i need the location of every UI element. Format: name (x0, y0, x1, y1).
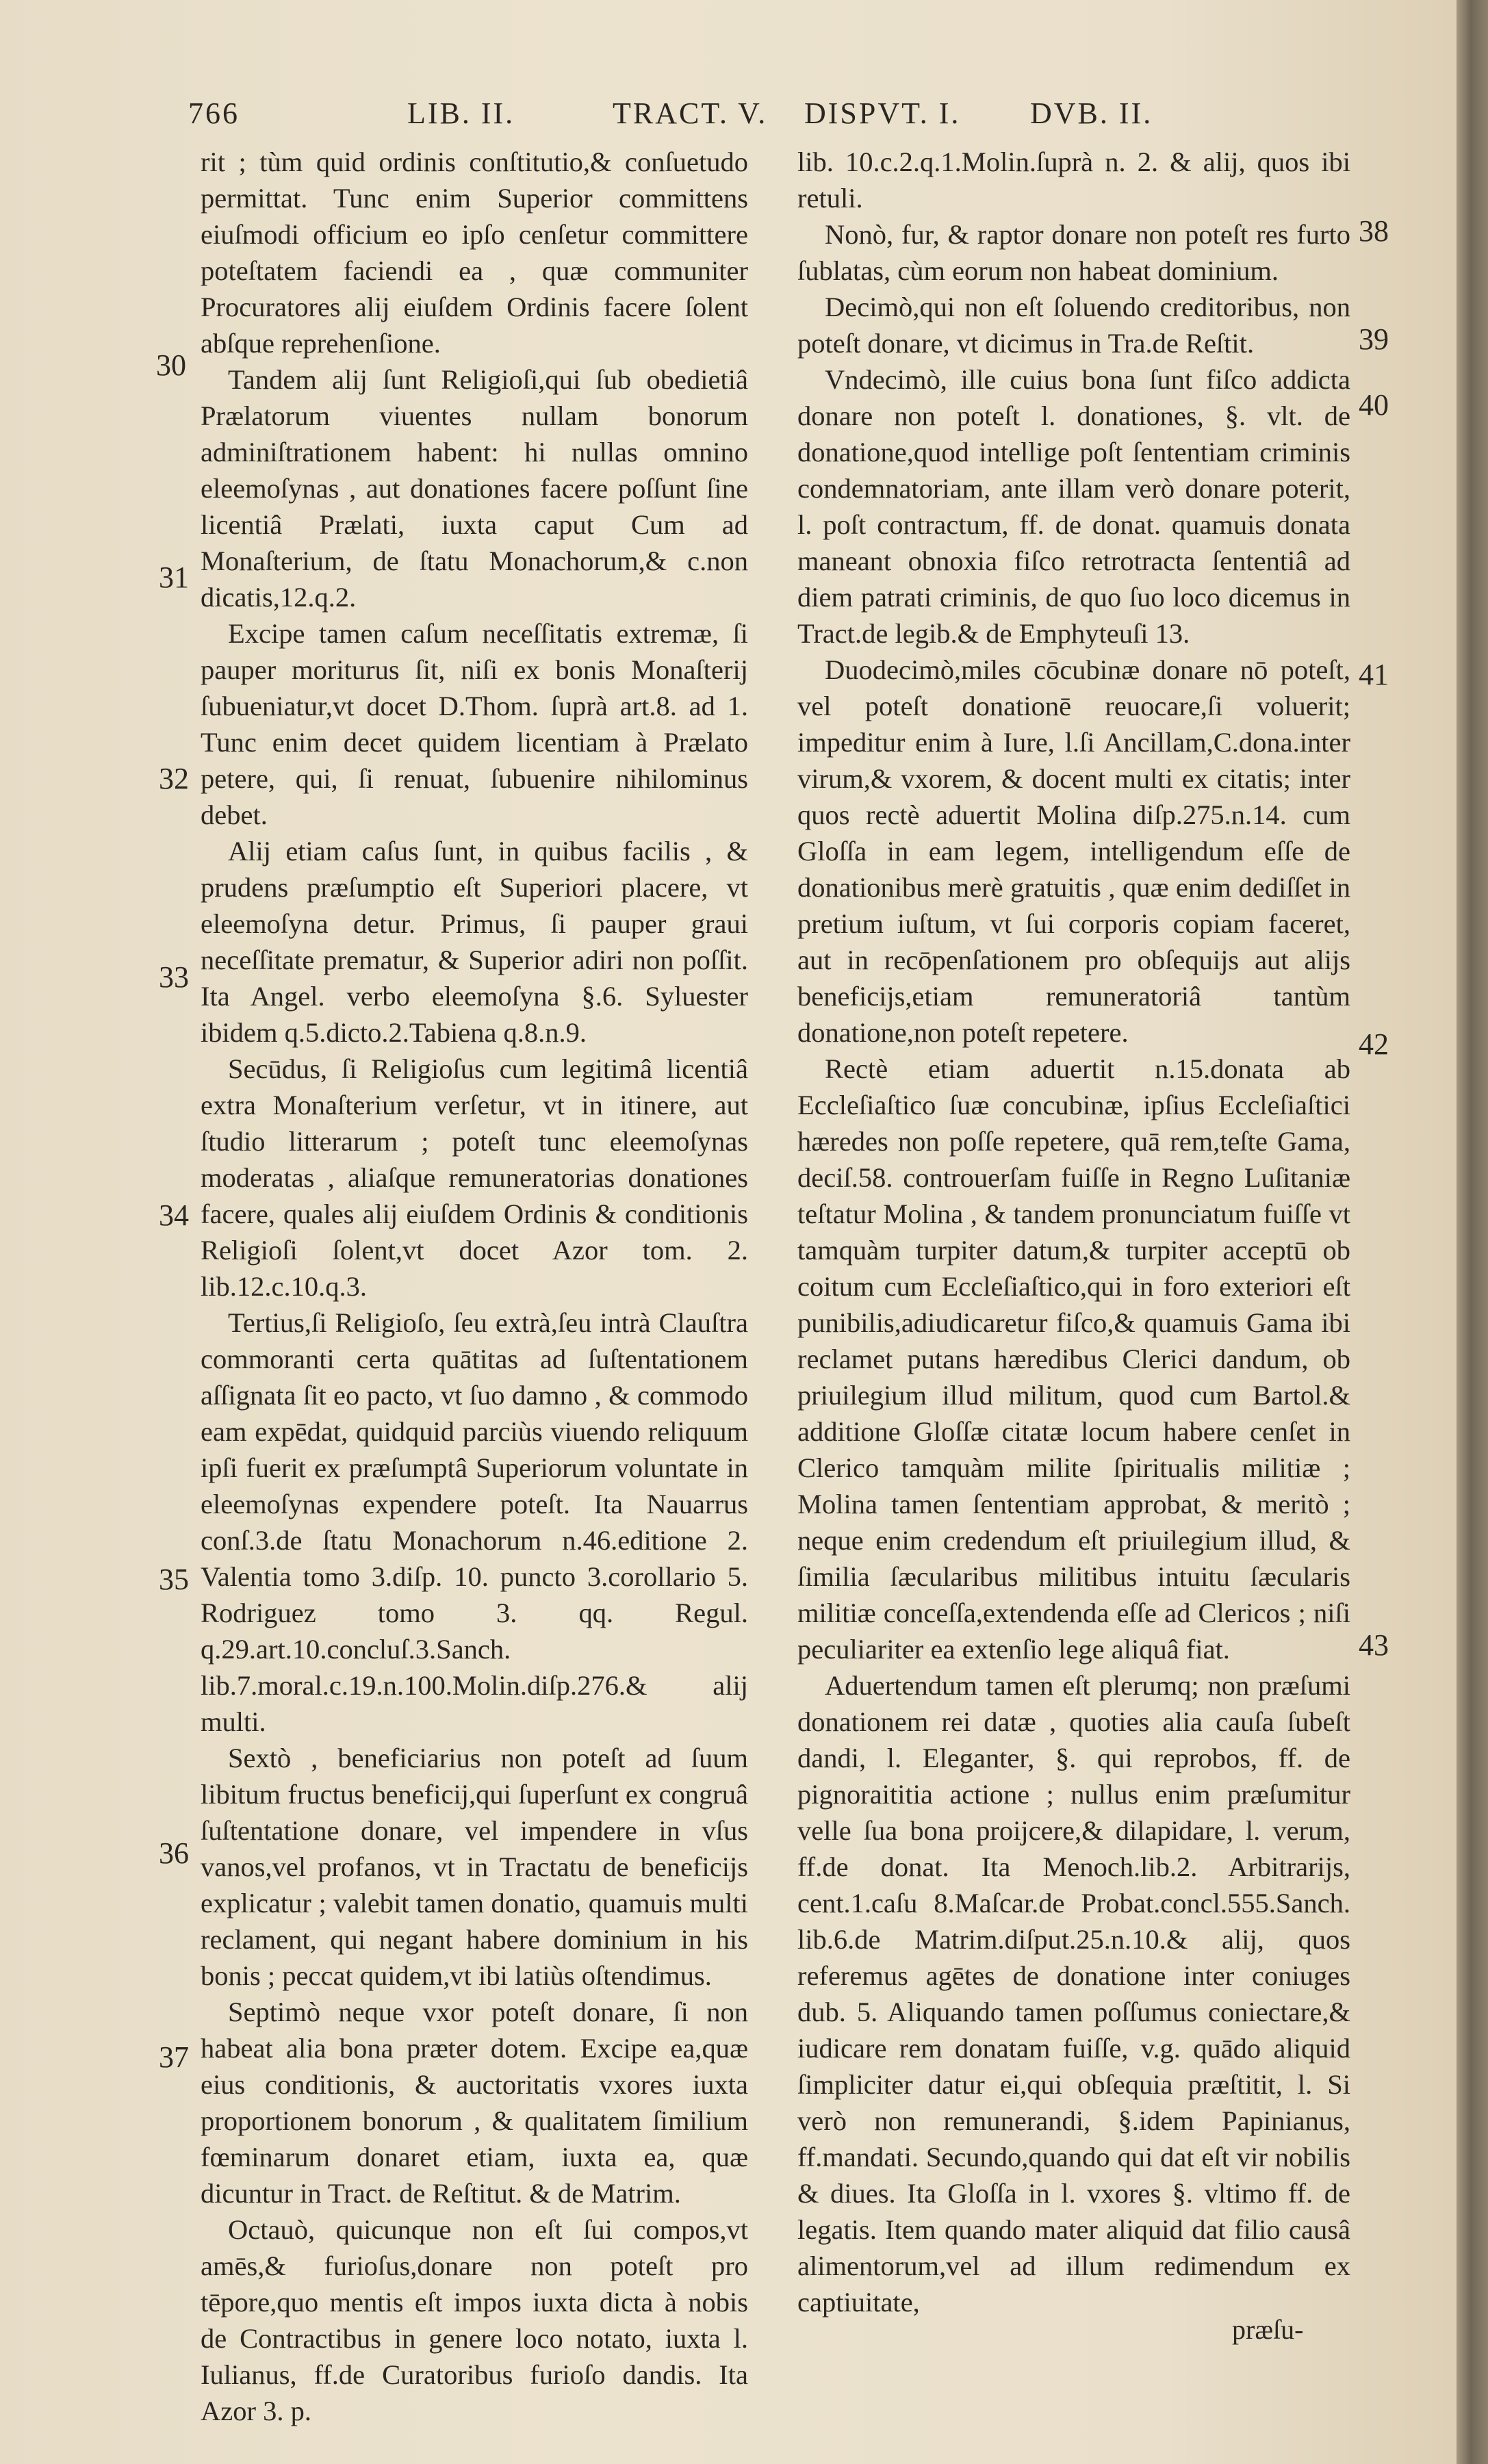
margin-number: 35 (159, 1563, 189, 1596)
paragraph: Rectè etiam aduertit n.15.donata ab Eccleſiaſtico ſuæ concubinæ, ipſius Eccleſiaſtici hæredes non poſſe repetere, quā rem,teſte Gama, deciſ.58. controuerſam fuiſſe in Regno Luſitaniæ teſtatur Molina , & tandem pronunciatum fuiſſe vt tamquàm turpiter datum,& turpiter acceptū ob coitum cum Eccleſiaſtico,qui in foro exteriori eſt punibilis,adiudicaretur fiſco,& quamuis Gama ibi reclamet putans hæredibus Clerici dandum, ob priuilegium illud militum, quod cum Bartol.& additione Gloſſæ citatæ locum habere cenſet in Clerico tamquàm milite ſpiritualis militiæ ; Molina tamen ſententiam approbat, & meritò ; neque enim credendum eſt priuilegium illud, & ſimilia ſæcularibus militibus intuitu ſæcularis militiæ conceſſa,extendenda eſſe ad Clericos ; niſi peculiariter ea extenſio lege aliquâ fiat. (797, 1053, 1350, 1665)
margin-number: 41 (1359, 658, 1389, 691)
header-disput: DISPVT. I. (804, 97, 961, 130)
paragraph: Secūdus, ſi Religioſus cum legitimâ licentiâ extra Monaſterium verſetur, vt in itinere, aut ſtudio litterarum ; poteſt tunc eleemoſynas moderatas , aliaſque remuneratorias donationes facere, quales alij eiuſdem Ordinis & conditionis Religioſi ſolent,vt docet Azor tom. 2. lib.12.c.10.q.3. (201, 1053, 748, 1302)
paragraph: Octauò, quicunque non eſt ſui compos,vt amēs,& furioſus,donare non poteſt pro tēpore,quo mentis eſt impos iuxta dicta à nobis de Contractibus in genere loco notato, iuxta l. Iulianus, ff.de Curatoribus furioſo dandis. Ita Azor 3. p. (201, 2214, 748, 2426)
paragraph: Tandem alij ſunt Religioſi,qui ſub obedietiâ Prælatorum viuentes nullam bonorum adminiſtrationem habent: hi nullas omnino eleemoſynas , aut donationes facere poſſunt ſine licentiâ Prælati, iuxta caput Cum ad Monaſterium, de ſtatu Monachorum,& c.non dicatis,12.q.2. (201, 364, 748, 613)
paragraph: Nonò, fur, & raptor donare non poteſt res furto ſublatas, cùm eorum non habeat dominium. (797, 219, 1350, 286)
paragraph: rit ; tùm quid ordinis conſtitutio,& conſuetudo permittat. Tunc enim Superior committens eiuſmodi officium eo ipſo cenſetur committere poteſtatem faciendi ea , quæ communiter Procuratores alij eiuſdem Ordinis facere ſolent abſque reprehenſione. (201, 146, 748, 359)
margin-number: 34 (159, 1198, 189, 1232)
header-tract: TRACT. V. (613, 97, 768, 130)
paragraph: Tertius,ſi Religioſo, ſeu extrà,ſeu intrà Clauſtra commoranti certa quātitas ad ſuſtentationem aſſignata ſit eo pacto, vt ſuo damno , & commodo eam expēdat, quidquid parciùs viuendo reliquum ipſi fuerit ex præſumptâ Superiorum voluntate in eleemoſynas expendere poteſt. Ita Nauarrus conſ.3.de ſtatu Monachorum n.46.editione 2. Valentia tomo 3.diſp. 10. puncto 3.corollario 5. Rodriguez tomo 3. qq. Regul. q.29.art.10.concluſ.3.Sanch. lib.7.moral.c.19.n.100.Molin.diſp.276.& alij multi. (201, 1307, 748, 1737)
margin-number: 37 (159, 2040, 189, 2074)
left-column (201, 144, 748, 2429)
paragraph: Alij etiam caſus ſunt, in quibus facilis , & prudens præſumptio eſt Superiori placere, vt eleemoſyna detur. Primus, ſi pauper graui neceſſitate prematur, & Superior adiri non poſſit. Ita Angel. verbo eleemoſyna §.6. Syluester ibidem q.5.dicto.2.Tabiena q.8.n.9. (201, 836, 748, 1048)
paragraph: lib. 10.c.2.q.1.Molin.ſuprà n. 2. & alij, quos ibi retuli. (797, 146, 1350, 214)
margin-number: 31 (159, 561, 189, 594)
paragraph: Aduertendum tamen eſt plerumq; non præſumi donationem rei datæ , quoties alia cauſa ſubeſt dandi, l. Eleganter, §. qui reprobos, ff. de pignoraititia actione ; nullus enim præſumitur velle ſua bona proijcere,& dilapidare, l. verum, ff.de donat. Ita Menoch.lib.2. Arbitrarijs, cent.1.caſu 8.Maſcar.de Probat.concl.555.Sanch. lib.6.de Matrim.diſput.25.n.10.& alij, quos referemus agētes de donatione inter coniuges dub. 5. Aliquando tamen poſſumus coniectare,& iudicare rem donatam fuiſſe, v.g. quādo aliquid ſimpliciter datur ei,qui obſequia præſtitit, l. Si verò non remunerandi, §.idem Papinianus, ff.mandati. Secundo,quando qui dat eſt vir nobilis & diues. Ita Gloſſa in l. vxores §. vltimo ff. de legatis. Item quando mater aliquid dat filio causâ alimentorum,vel ad illum redimendum ex captiuitate, (797, 1670, 1350, 2318)
paragraph: Decimò,qui non eſt ſoluendo creditoribus, non poteſt donare, vt dicimus in Tra.de Reſtit. (797, 292, 1350, 359)
margin-number: 30 (156, 348, 186, 382)
paragraph: Sextò , beneficiarius non poteſt ad ſuum libitum fructus beneficij,qui ſuperſunt ex congruâ ſuſtentatione donare, vel impendere in vſus vanos,vel profanos, vt in Tractatu de beneficijs explicatur ; valebit tamen donatio, quamuis multi reclament, qui negant habere dominium in his bonis ; peccat quidem,vt ibi latiùs oſtendimus. (201, 1743, 748, 1991)
right-column (797, 144, 1350, 2320)
margin-number: 33 (159, 960, 189, 994)
header-dub: DVB. II. (1030, 97, 1153, 130)
book-gutter-edge (1457, 0, 1488, 2464)
running-header (188, 96, 1365, 144)
paragraph: Duodecimò,miles cōcubinæ donare nō poteſt, vel poteſt donationē reuocare,ſi voluerit; impeditur enim à Iure, l.ſi Ancillam,C.dona.inter virum,& vxorem, & docent multi ex citatis; inter quos rectè aduertit Molina diſp.275.n.14. cum Gloſſa in eam legem, intelligendum eſſe de donationibus merè gratuitis , quæ enim dediſſet in pretium iuſtum, vt ſui corporis copiam faceret, aut in recōpenſationem pro obſequijs aut alijs beneficijs,etiam remuneratoriâ tantùm donatione,non poteſt repetere. (797, 654, 1350, 1048)
catchword: præſu- (1232, 2314, 1304, 2345)
margin-number: 38 (1359, 214, 1389, 248)
header-lib: LIB. II. (407, 97, 515, 130)
margin-number: 40 (1359, 388, 1389, 422)
margin-number: 36 (159, 1836, 189, 1870)
margin-number: 43 (1359, 1628, 1389, 1662)
margin-number: 32 (159, 762, 189, 795)
margin-number: 42 (1359, 1027, 1389, 1061)
paragraph: Vndecimò, ille cuius bona ſunt fiſco addicta donare non poteſt l. donationes, §. vlt. de donatione,quod intellige poſt ſententiam criminis condemnatoriam, ante illam verò donare poterit, l. poſt contractum, ff. de donat. quamuis donata maneant obnoxia fiſco retrotracta ſententiâ ad diem patrati criminis, de quo ſuo loco dicemus in Tract.de legib.& de Emphyteuſi 13. (797, 364, 1350, 649)
paragraph: Septimò neque vxor poteſt donare, ſi non habeat alia bona præter dotem. Excipe ea,quæ eius conditionis, & auctoritatis vxores iuxta proportionem bonorum , & qualitatem ſimilium fœminarum donaret etiam, iuxta ea, quæ dicuntur in Tract. de Reſtitut. & de Matrim. (201, 1997, 748, 2209)
page-number: 766 (188, 97, 240, 130)
margin-number: 39 (1359, 322, 1389, 356)
paragraph: Excipe tamen caſum neceſſitatis extremæ, ſi pauper moriturus ſit, niſi ex bonis Monaſterij ſubueniatur,vt docet D.Thom. ſuprà art.8. ad 1. Tunc enim decet quidem licentiam à Prælato petere, qui, ſi renuat, ſubuenire nihilominus debet. (201, 618, 748, 830)
